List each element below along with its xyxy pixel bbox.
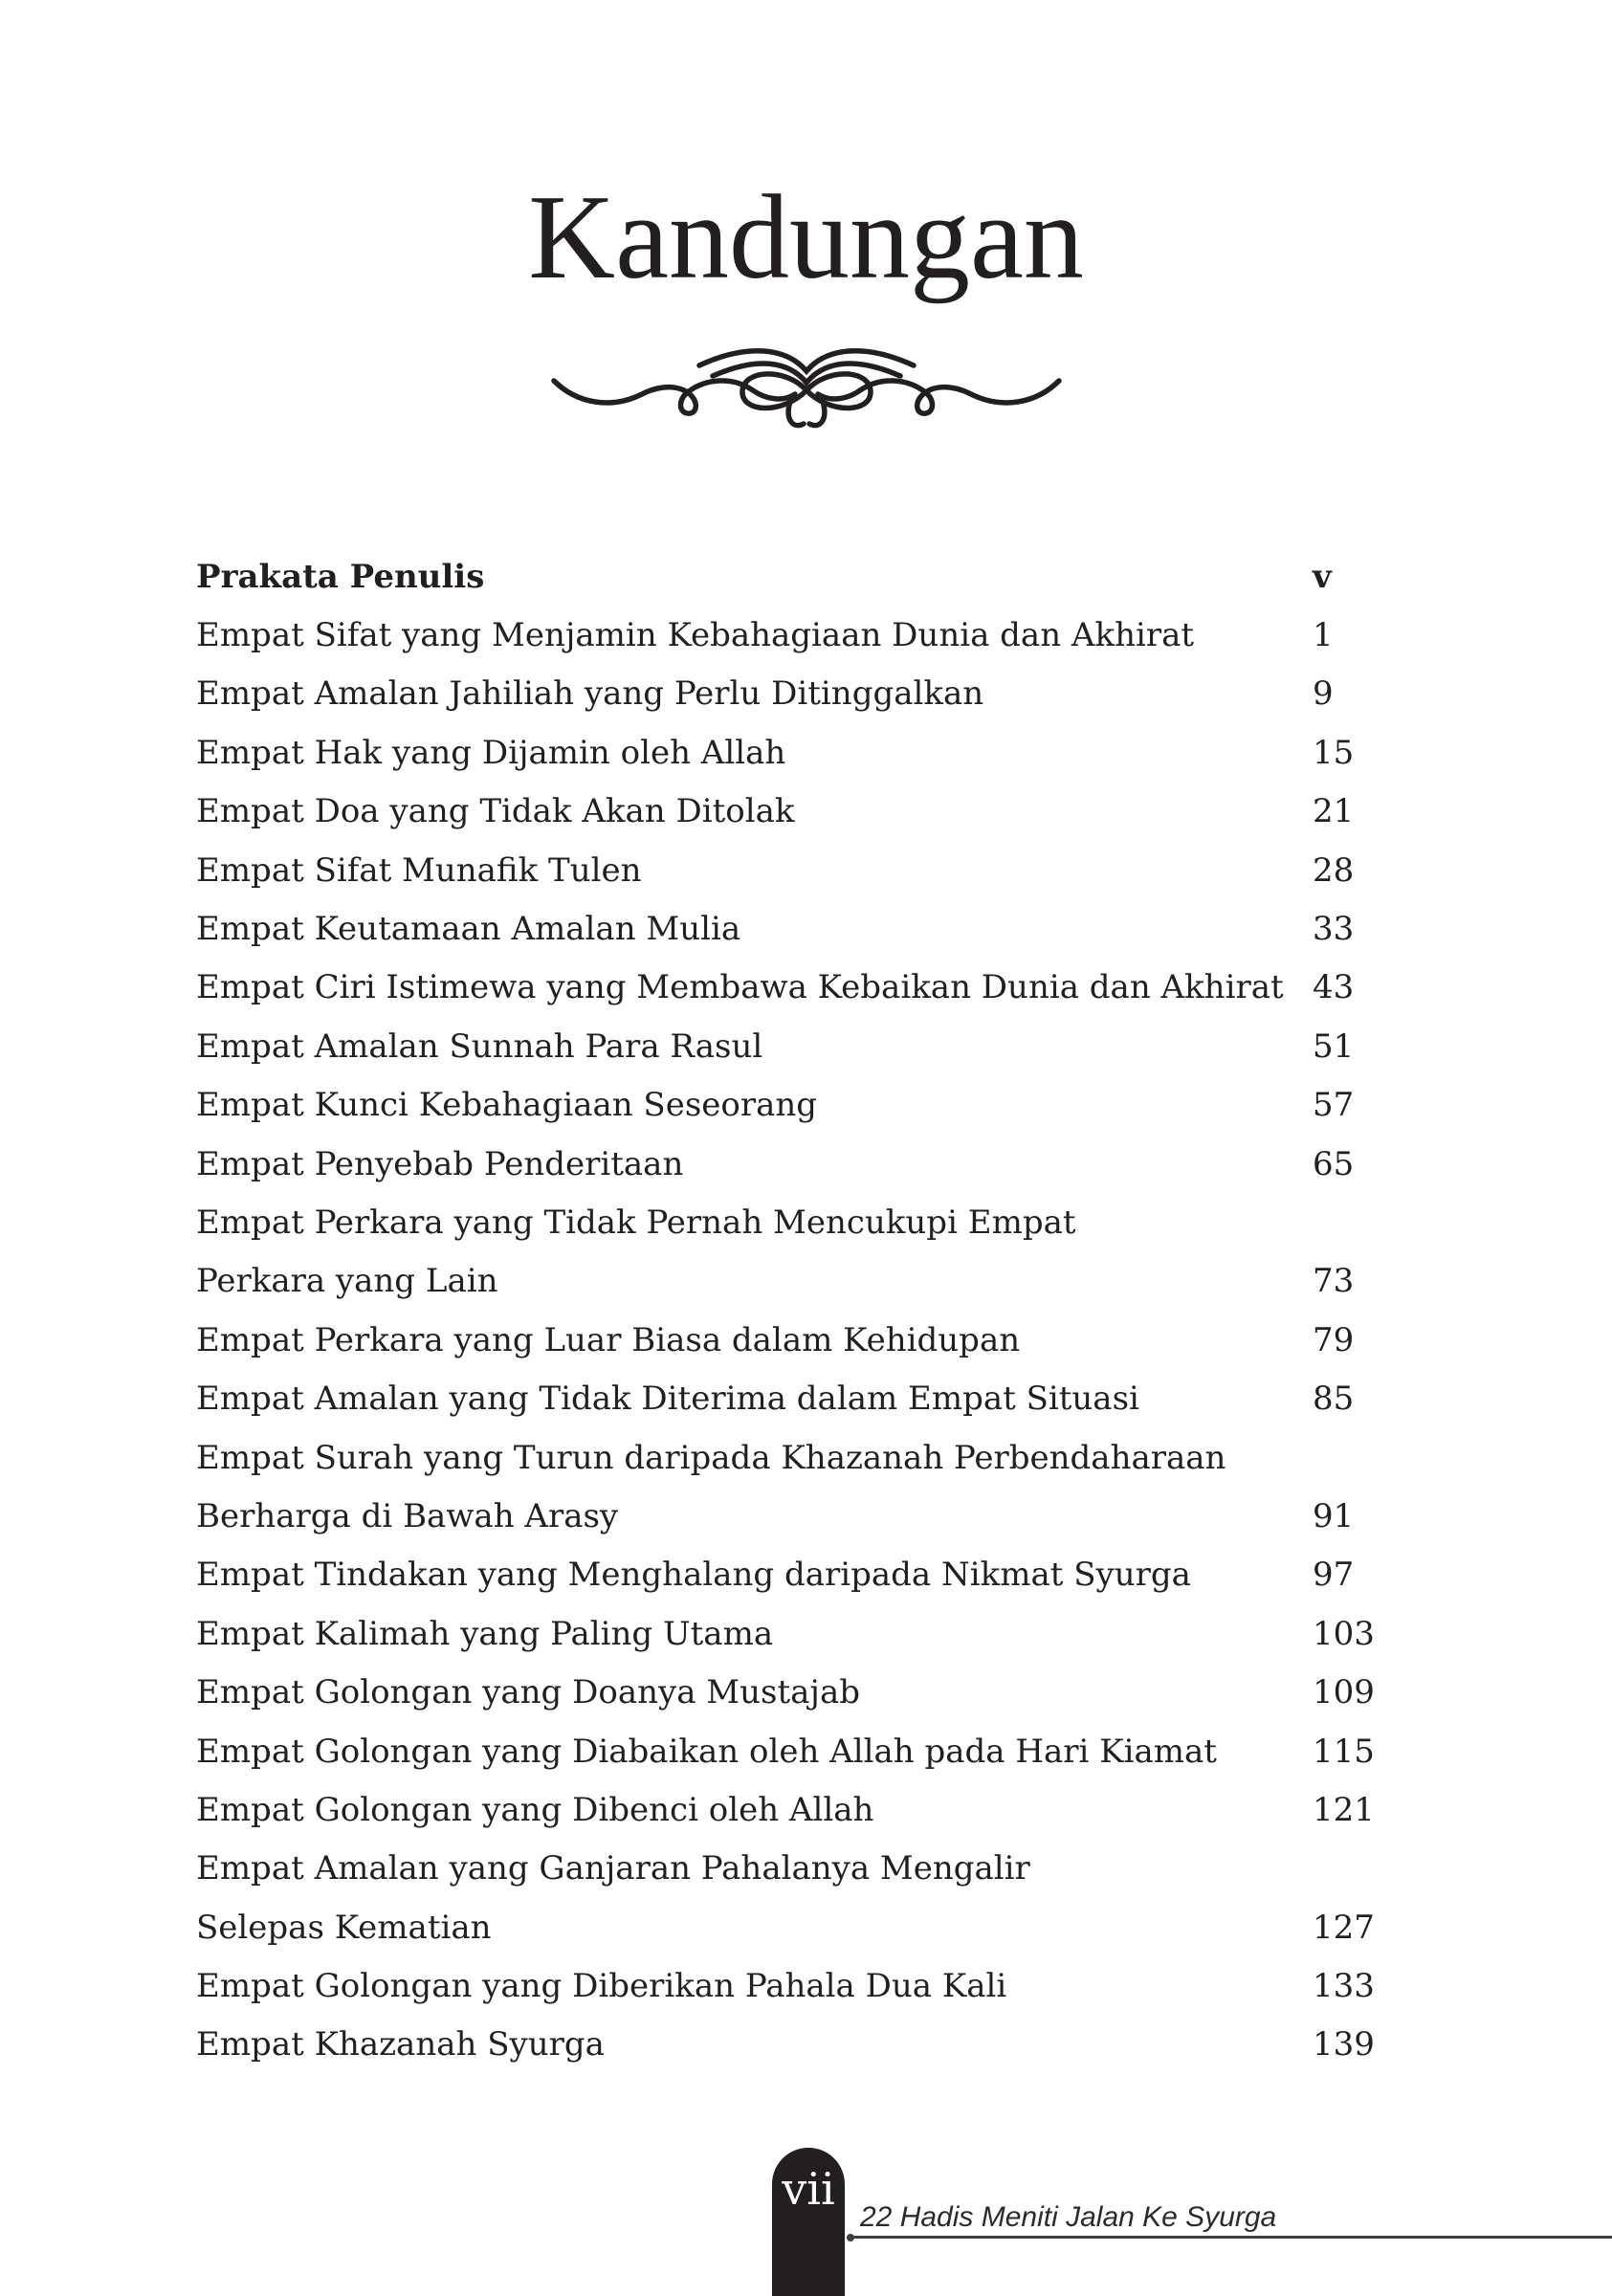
- toc-row: [196, 1428, 1392, 1487]
- toc-row: [196, 665, 1392, 723]
- toc-entry-title: Empat Amalan Sunnah Para Rasul: [196, 1027, 763, 1066]
- toc-entry-title: Empat Kunci Kebahagiaan Seseorang: [196, 1086, 818, 1125]
- toc-row: [196, 1898, 1392, 1956]
- toc-page-number: 65: [1313, 1144, 1355, 1183]
- toc-row: [196, 1604, 1392, 1663]
- toc-row: [196, 606, 1392, 664]
- toc-row: [196, 1369, 1392, 1427]
- toc-entry-title: Empat Kalimah yang Paling Utama: [196, 1614, 774, 1653]
- toc-page-number: v: [1313, 557, 1332, 596]
- toc-row: [196, 1663, 1392, 1721]
- toc-row: [196, 783, 1392, 841]
- toc-entry-title: Empat Amalan yang Tidak Diterima dalam Empat Situasi: [196, 1380, 1139, 1419]
- toc-page-number: 127: [1313, 1908, 1375, 1947]
- toc-row: [196, 1252, 1392, 1311]
- toc-entry-title: Empat Doa yang Tidak Akan Ditolak: [196, 792, 795, 831]
- toc-page-number: 33: [1313, 910, 1355, 949]
- flourish-divider-icon: [548, 346, 1065, 434]
- toc-entry-title: Empat Surah yang Turun daripada Khazanah Perbendaharaan: [196, 1438, 1226, 1477]
- toc-page-number: 139: [1313, 2025, 1375, 2064]
- toc-row: [196, 547, 1392, 606]
- toc-entry-title: Empat Perkara yang Luar Biasa dalam Kehidupan: [196, 1320, 1021, 1359]
- toc-page-number: 43: [1313, 968, 1355, 1007]
- toc-entry-title: Empat Tindakan yang Menghalang daripada Nikmat Syurga: [196, 1556, 1191, 1595]
- toc-row: [196, 841, 1392, 899]
- toc-page-number: 133: [1313, 1967, 1375, 2006]
- running-footer-book-title: 22 Hadis Meniti Jalan Ke Syurga: [860, 2201, 1277, 2233]
- footer-rule: [852, 2236, 1612, 2239]
- toc-row: [196, 1076, 1392, 1135]
- table-of-contents: [196, 547, 1392, 2074]
- toc-page-number: 51: [1313, 1027, 1355, 1066]
- page-title: Kandungan: [528, 171, 1084, 304]
- toc-page-number: 85: [1313, 1380, 1355, 1419]
- toc-page-number: 1: [1313, 616, 1334, 655]
- toc-entry-title: Empat Khazanah Syurga: [196, 2025, 605, 2064]
- page-number-tab: [772, 2148, 845, 2296]
- toc-row: [196, 1546, 1392, 1604]
- toc-row: [196, 959, 1392, 1017]
- toc-row: [196, 1311, 1392, 1369]
- toc-page-number: 79: [1313, 1320, 1355, 1359]
- toc-row: [196, 1017, 1392, 1075]
- toc-page-number: 97: [1313, 1556, 1355, 1595]
- toc-row: [196, 1780, 1392, 1839]
- toc-page-number: 115: [1313, 1732, 1375, 1771]
- toc-entry-title: Berharga di Bawah Arasy: [196, 1496, 619, 1535]
- toc-page-number: 91: [1313, 1496, 1355, 1535]
- toc-entry-title: Perkara yang Lain: [196, 1262, 498, 1301]
- toc-row: [196, 723, 1392, 782]
- toc-page-number: 73: [1313, 1262, 1355, 1301]
- toc-page-number: 57: [1313, 1086, 1355, 1125]
- toc-row: [196, 1135, 1392, 1193]
- toc-entry-title: Empat Keutamaan Amalan Mulia: [196, 910, 741, 949]
- toc-row: [196, 1487, 1392, 1545]
- toc-entry-title: Prakata Penulis: [196, 557, 485, 596]
- toc-entry-title: Empat Golongan yang Dibenci oleh Allah: [196, 1790, 874, 1829]
- toc-entry-title: Empat Golongan yang Doanya Mustajab: [196, 1673, 860, 1712]
- toc-entry-title: Empat Golongan yang Diberikan Pahala Dua Kali: [196, 1967, 1007, 2006]
- toc-row: [196, 899, 1392, 958]
- toc-row: [196, 2016, 1392, 2074]
- toc-row: [196, 1840, 1392, 1898]
- toc-entry-title: Empat Amalan yang Ganjaran Pahalanya Mengalir: [196, 1849, 1030, 1888]
- toc-entry-title: Empat Sifat Munafik Tulen: [196, 850, 642, 890]
- toc-page-number: 121: [1313, 1790, 1375, 1829]
- toc-entry-title: Empat Hak yang Dijamin oleh Allah: [196, 733, 786, 772]
- toc-page-number: 28: [1313, 850, 1355, 890]
- toc-entry-title: Empat Amalan Jahiliah yang Perlu Ditinggalkan: [196, 674, 984, 714]
- toc-page-number: 15: [1313, 733, 1355, 772]
- toc-entry-title: Empat Sifat yang Menjamin Kebahagiaan Dunia dan Akhirat: [196, 616, 1195, 655]
- toc-page-number: 9: [1313, 674, 1334, 714]
- toc-row: [196, 1722, 1392, 1780]
- toc-entry-title: Empat Penyebab Penderitaan: [196, 1144, 684, 1183]
- toc-page-number: 103: [1313, 1614, 1375, 1653]
- toc-entry-title: Empat Ciri Istimewa yang Membawa Kebaikan Dunia dan Akhirat: [196, 968, 1284, 1007]
- toc-entry-title: Empat Perkara yang Tidak Pernah Mencukupi Empat: [196, 1203, 1076, 1242]
- toc-row: [196, 1193, 1392, 1251]
- toc-entry-title: Empat Golongan yang Diabaikan oleh Allah pada Hari Kiamat: [196, 1732, 1217, 1771]
- page-number: vii: [782, 2163, 835, 2215]
- toc-page-number: 109: [1313, 1673, 1375, 1712]
- toc-page-number: 21: [1313, 792, 1355, 831]
- toc-entry-title: Selepas Kematian: [196, 1908, 492, 1947]
- toc-row: [196, 1956, 1392, 2015]
